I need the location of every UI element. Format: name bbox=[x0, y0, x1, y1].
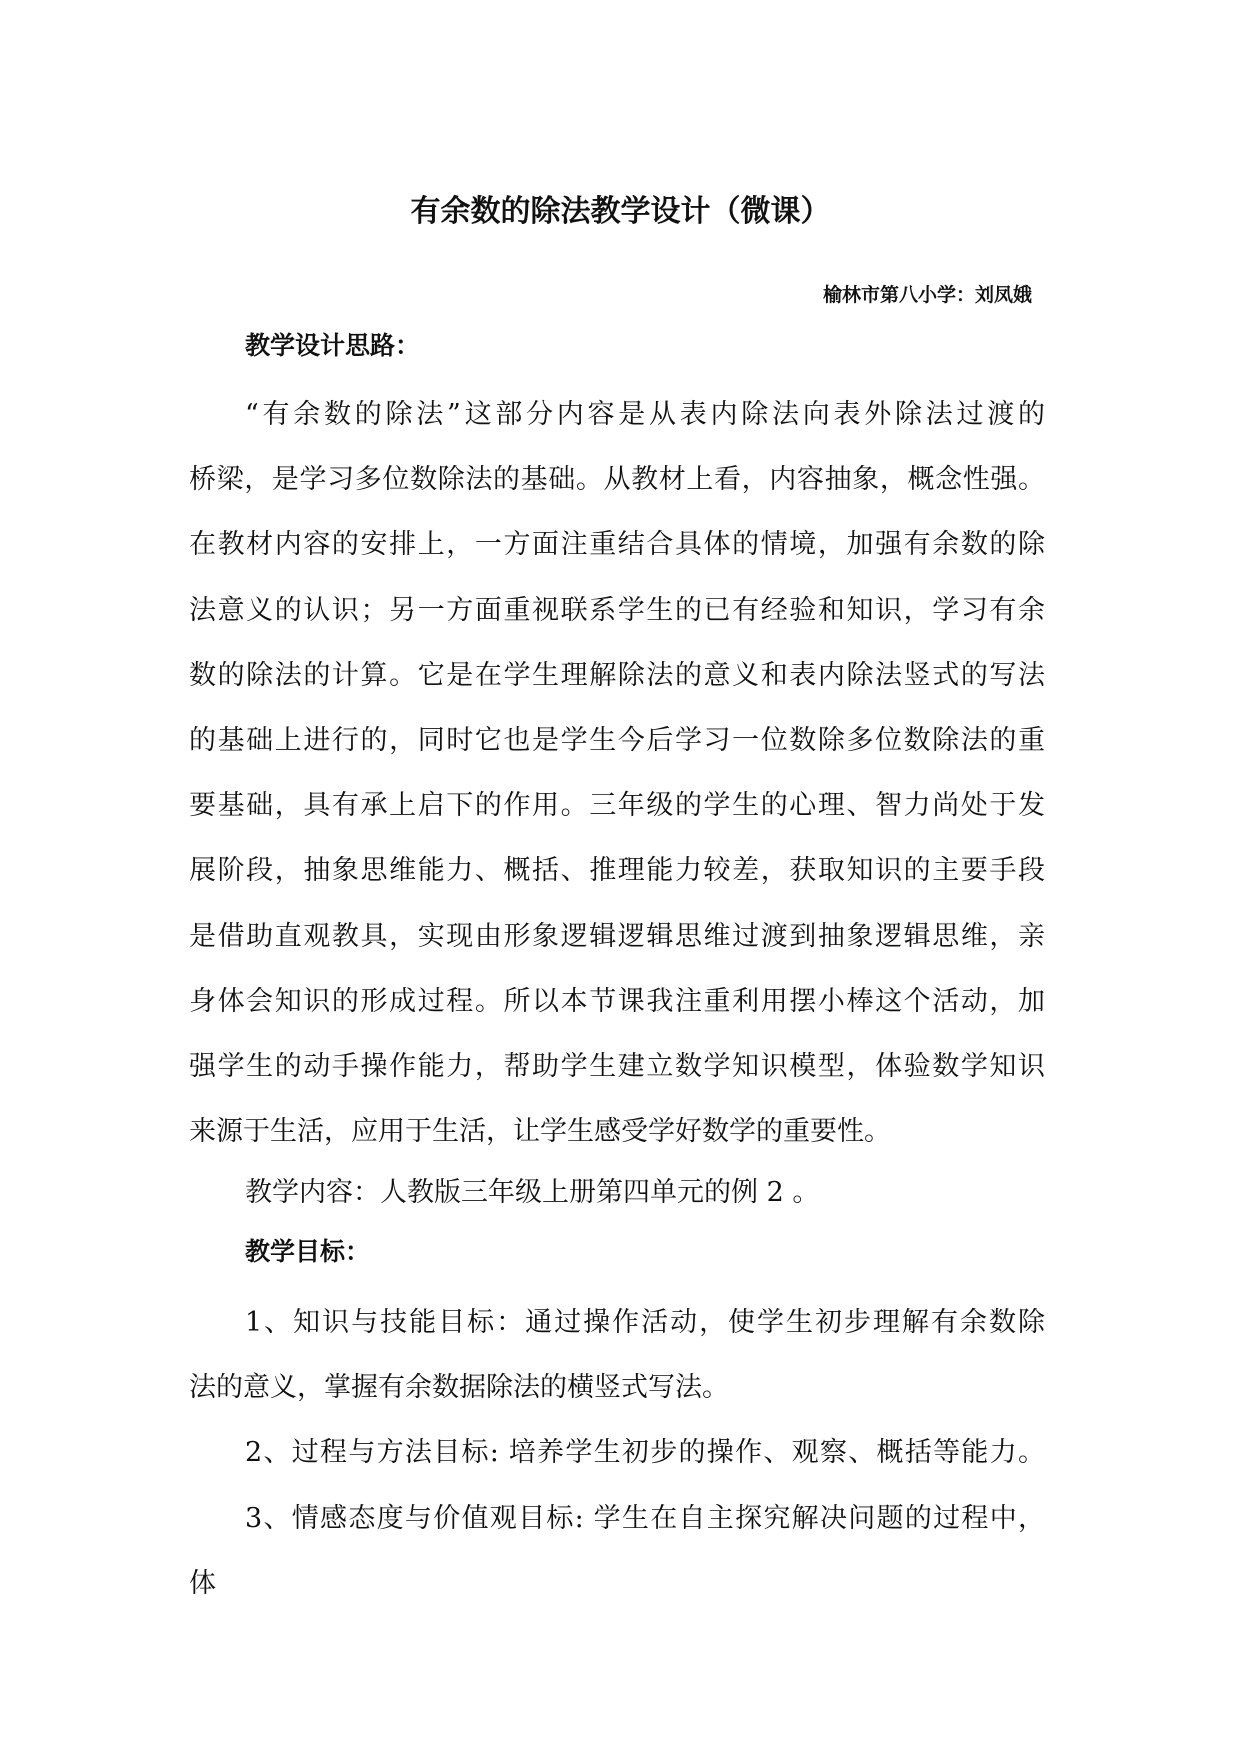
objective-line: 2、过程与方法目标: 培养学生初步的操作、观察、概括等能力。 bbox=[245, 1437, 1045, 1468]
paragraph-line: 在教材内容的安排上，一方面注重结合具体的情境，加强有余数的除 bbox=[189, 529, 1045, 561]
design-ideas-paragraph bbox=[189, 382, 1045, 1164]
objective-line: 1、知识与技能目标：通过操作活动，使学生初步理解有余数除 bbox=[245, 1307, 1045, 1338]
objective-line: 法的意义，掌握有余数据除法的横竖式写法。 bbox=[189, 1372, 729, 1404]
paragraph-line: 要基础，具有承上启下的作用。三年级的学生的心理、智力尚处于发 bbox=[189, 790, 1045, 822]
paragraph-line: 数的除法的计算。它是在学生理解除法的意义和表内除法竖式的写法 bbox=[189, 659, 1045, 691]
document-title: 有余数的除法教学设计（微课） bbox=[410, 194, 831, 229]
paragraph-line: 展阶段，抽象思维能力、概括、推理能力较差，获取知识的主要手段 bbox=[189, 855, 1045, 887]
objective-line: 体 bbox=[189, 1568, 216, 1600]
objective-line: 3、情感态度与价值观目标: 学生在自主探究解决问题的过程中， bbox=[245, 1503, 1045, 1534]
design-ideas-heading: 教学设计思路： bbox=[245, 331, 421, 360]
paragraph-line: 是借助直观教具，实现由形象逻辑逻辑思维过渡到抽象逻辑思维，亲 bbox=[189, 920, 1045, 952]
paragraph-line: 的基础上进行的，同时它也是学生今后学习一位数除多位数除法的重 bbox=[189, 724, 1045, 756]
teaching-goals-heading: 教学目标： bbox=[245, 1237, 371, 1266]
teaching-content-line: 教学内容：人教版三年级上册第四单元的例 2 。 bbox=[245, 1177, 820, 1208]
paragraph-line: 身体会知识的形成过程。所以本节课我注重利用摆小棒这个活动，加 bbox=[189, 985, 1045, 1017]
objective-3 bbox=[189, 1486, 1045, 1616]
paragraph-line: 法意义的认识；另一方面重视联系学生的已有经验和知识，学习有余 bbox=[189, 594, 1045, 626]
paragraph-line: 桥梁，是学习多位数除法的基础。从教材上看，内容抽象，概念性强。 bbox=[189, 464, 1045, 496]
paragraph-line: 强学生的动手操作能力，帮助学生建立数学知识模型，体验数学知识 bbox=[189, 1050, 1045, 1082]
paragraph-line: “有余数的除法”这部分内容是从表内除法向表外除法过渡的 bbox=[245, 399, 1045, 430]
objective-1 bbox=[189, 1290, 1045, 1420]
paragraph-line: 来源于生活，应用于生活，让学生感受学好数学的重要性。 bbox=[189, 1116, 891, 1148]
objective-2 bbox=[189, 1420, 1045, 1485]
author-line: 榆林市第八小学：刘凤娥 bbox=[822, 284, 1032, 306]
teaching-content bbox=[189, 1160, 1045, 1225]
